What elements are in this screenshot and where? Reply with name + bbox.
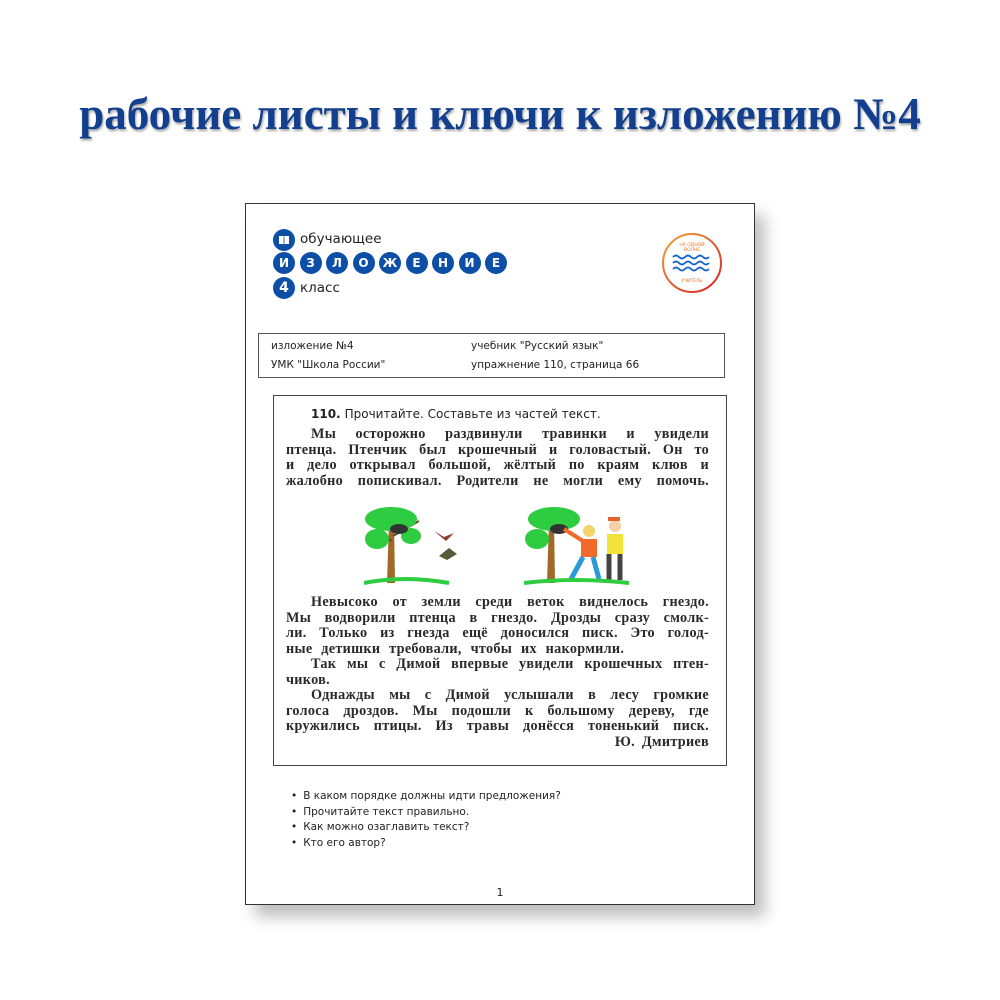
letter-badge: З [300,252,322,274]
letter-badge: О [353,252,375,274]
exercise-number: 110. [311,407,341,421]
exercise-box [273,395,727,766]
text-part-4 [286,688,709,750]
illustration-boys-nest [519,501,639,586]
letter-badge: Ж [379,252,401,274]
question-item: • В каком порядке должны идти предложения? [291,789,561,805]
questions-list [291,789,561,851]
page-number: 1 [496,886,504,899]
publisher-logo [661,232,723,294]
illustration-tree-birds [359,501,479,586]
letter-badge: Е [406,252,428,274]
letter-badge: Л [326,252,348,274]
text-part-1 [286,427,709,489]
text-line: чиков. [286,671,330,688]
text-line: Однажды мы с Димой услышали в лесу громкие [311,687,709,703]
letter-badge: И [459,252,481,274]
letter-badge: И [273,252,295,274]
info-box [258,333,725,378]
letter-badge: Н [432,252,454,274]
question-item: • Кто его автор? [291,836,561,852]
book-icon [273,229,295,251]
text-line: Невысоко от земли среди веток виднелось гнездо. [311,594,709,610]
text-line: жалобно попискивал. Родители не могли ему помочь. [286,472,709,489]
essay-number: изложение №4 [271,340,354,352]
header-subtitle: обучающее [300,231,382,247]
text-line: голоса дроздов. Мы подошли к большому дереву, где [286,702,709,719]
text-part-3 [286,657,709,688]
exercise-ref: упражнение 110, страница 66 [471,359,640,371]
question-item: • Как можно озаглавить текст? [291,820,561,836]
textbook: учебник "Русский язык" [471,340,604,352]
svg-text:УЧИТЕЛЬ: УЧИТЕЛЬ [681,279,703,284]
text-line: Мы осторожно раздвинули травинки и увидели [311,426,709,442]
worksheet-page [245,203,755,905]
text-line: птенца. Птенчик был крошечный и головастый. Он то [286,441,709,458]
text-line: Так мы с Димой впервые увидели крошечных птен- [311,656,709,672]
svg-text:ВОЛНЕ: ВОЛНЕ [683,248,701,253]
text-line: ные детишки требовали, чтобы их накормили. [286,640,625,657]
author: Ю. Дмитриев [614,733,709,750]
text-part-2 [286,595,709,657]
svg-text:НА ОДНОЙ: НА ОДНОЙ [679,243,705,248]
grade-label: класс [300,280,340,296]
exercise-instruction: Прочитайте. Составьте из частей текст. [344,407,601,421]
letter-badge: Е [485,252,507,274]
text-line: ли. Только из гнезда ещё доносился писк. Это голод- [286,625,709,641]
grade-badge: 4 [273,277,295,299]
page-title: рабочие листы и ключи к изложению №4 [79,89,921,139]
exercise-heading [311,407,601,421]
text-line: кружились птицы. Из травы донёсся тоненький писк. [286,718,709,734]
text-line: и дело открывал большой, жёлтый по краям клюв и [286,457,709,473]
text-line: Мы водворили птенца в гнездо. Дрозды сразу смолк- [286,609,709,626]
question-item: • Прочитайте текст правильно. [291,805,561,821]
curriculum: УМК "Школа России" [271,359,386,371]
